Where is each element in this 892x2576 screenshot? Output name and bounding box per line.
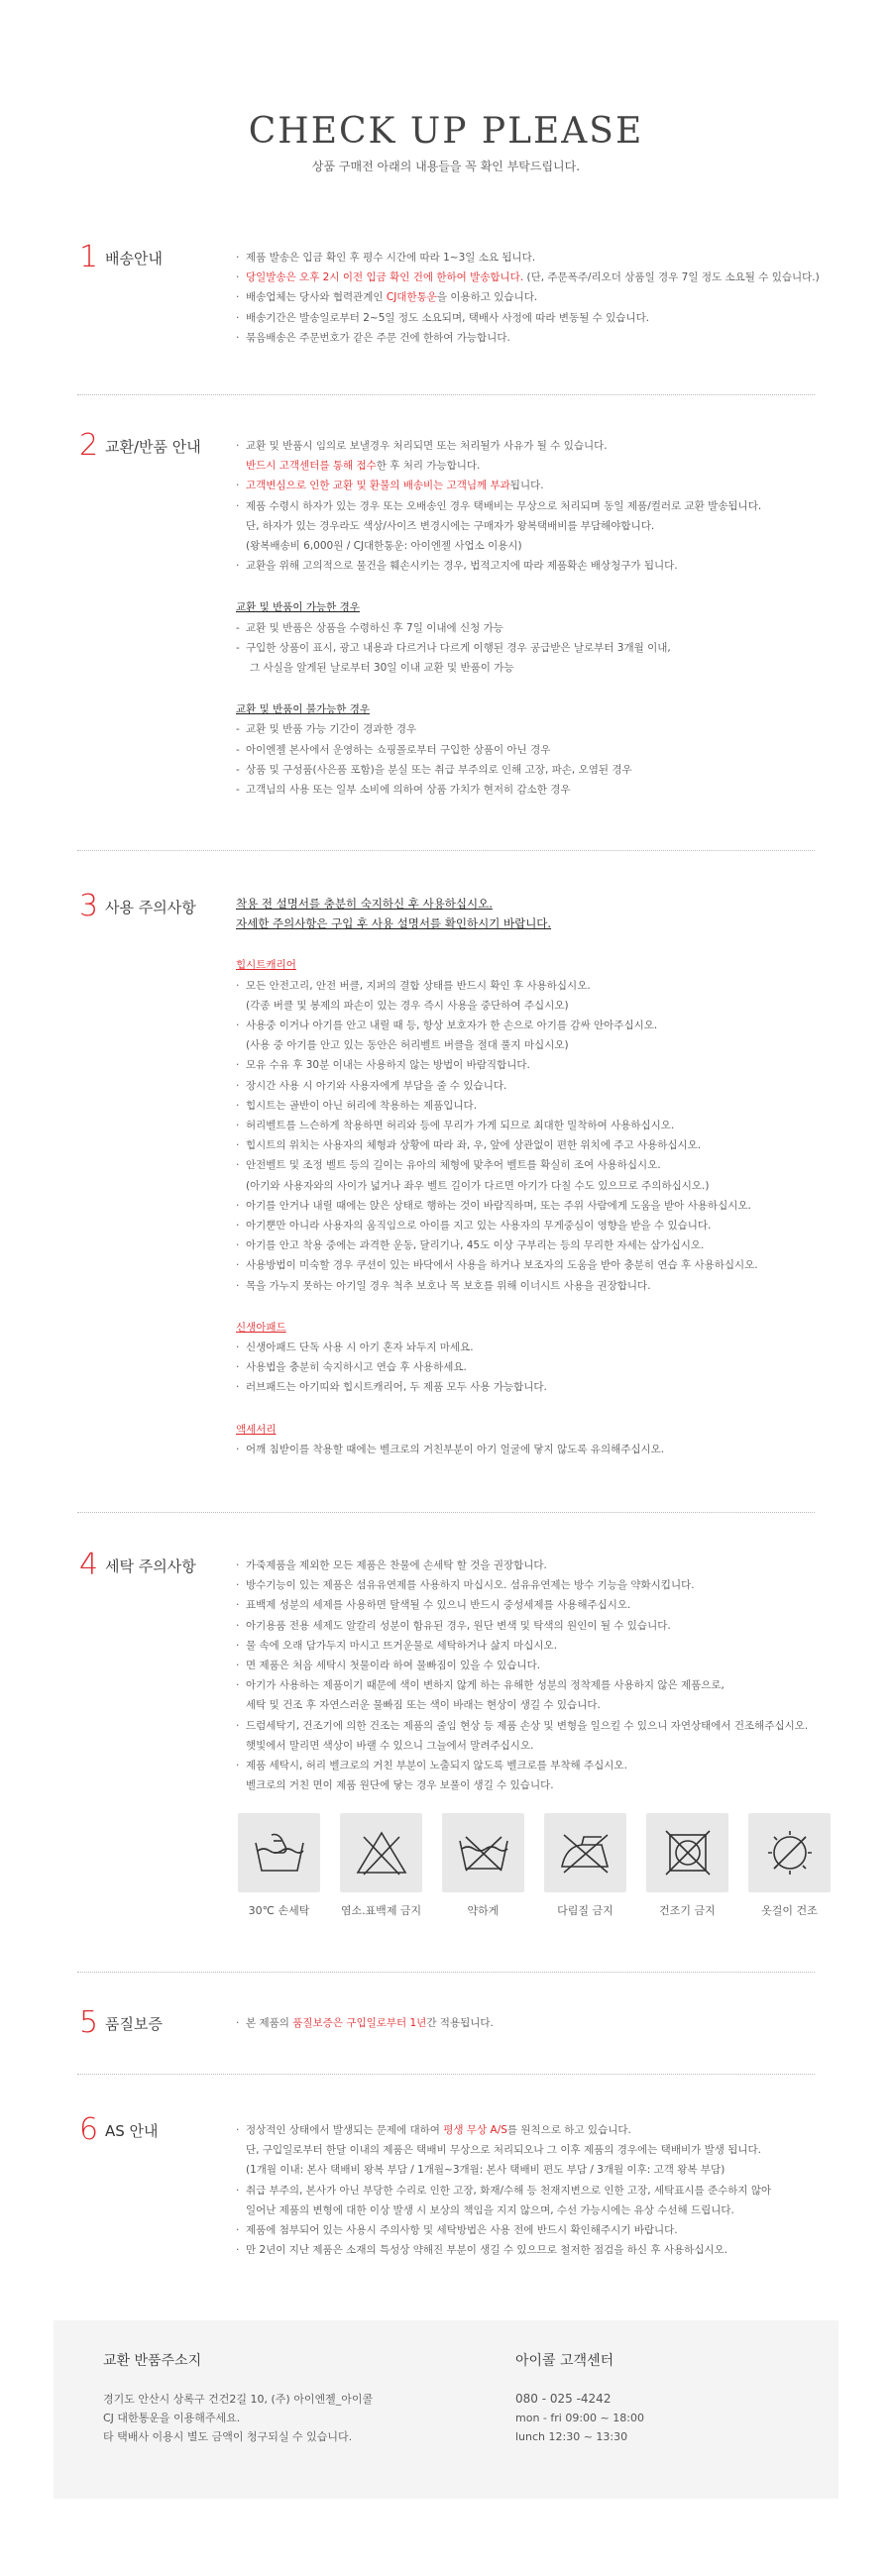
list-item: · 사용법을 충분히 숙지하시고 연습 후 사용하세요. bbox=[236, 1357, 850, 1377]
no-dryer-icon bbox=[646, 1813, 728, 1892]
list-item: · 러브패드는 아기띠와 힙시트캐리어, 두 제품 모두 사용 가능합니다. bbox=[236, 1377, 850, 1397]
list-item: · 당일발송은 오후 2시 이전 입금 확인 건에 한하여 발송합니다. (단, 주문폭주/리오더 상품일 경우 7일 정도 소요될 수 있습니다.) bbox=[236, 268, 850, 287]
section-number: 2 bbox=[79, 428, 99, 463]
wash-icon-label: 건조기 금지 bbox=[659, 1904, 716, 1917]
divider bbox=[77, 2074, 815, 2075]
section-content: · 가죽제품을 제외한 모든 제품은 찬물에 손세탁 할 것을 권장합니다. · 방수기능이 있는 제품은 섬유유연제를 사용하지 마십시오. 섬유유연제는 방수 기능을 약화시킵니다. · 표백제 성분의 세제를 사용하면 탈색될 수 있으니 반드시 중성세제를 사용해주십시오. · 아기용품 전용 세제도 알칼리 성분이 함유된 경우, 원단 변색 및 탁색의 원인이 될 수 있습니다. · 물 속에 오래 담가두지 마시고 뜨거운물로 세탁하거나 삶지 마십시오. · 면 제품은 처음 세탁시 첫물이라 하여 물빠짐이 있을 수 있습니다. · 아기가 사용하는 제품이기 때문에 색이 변하지 않게 하는 유해한 성분의 정착제를 사용하지 않은 제품으로, 세탁 및 건조 후 자연스러운 물빠짐 또는 색이 바래는 현상이 생길 수 있습니다. · 드럼세탁기, 건조기에 의한 건조는 제품의 줄임 현상 등 제품 손상 및 변형을 일으킬 수 있으니 자연상태에서 건조해주십시오. 햇빛에서 말리면 색상이 바랠 수 있으니 그늘에서 말려주십시오. · 제품 세탁시, 허리 벨크로의 거친 부분이 노출되지 않도록 벨크로를 부착해 주십시오. 벨크로의 거친 면이 제품 원단에 닿는 경우 보풀이 생길 수 있습니다. bbox=[236, 1556, 850, 1795]
no-bleach-icon bbox=[340, 1813, 422, 1892]
section-title: AS 안내 bbox=[105, 2122, 159, 2140]
page-header bbox=[0, 111, 892, 174]
list-item: · 아기가 사용하는 제품이기 때문에 색이 변하지 않게 하는 유해한 성분의 정착제를 사용하지 않은 제품으로, bbox=[236, 1675, 850, 1695]
return-address-line: CJ 대한통운을 이용해주세요. bbox=[103, 2412, 241, 2424]
wash-icon-label: 다림질 금지 bbox=[557, 1904, 613, 1917]
usage-intro: 자세한 주의사항은 구입 후 사용 설명서를 확인하시기 바랍니다. bbox=[236, 916, 552, 931]
no-iron-icon bbox=[544, 1813, 626, 1892]
list-item: - 교환 및 반품 가능 기간이 경과한 경우 bbox=[236, 719, 850, 739]
return-address-line: 경기도 안산시 상록구 건건2길 10, (주) 아이엔젤_아이콜 bbox=[103, 2393, 374, 2406]
list-item: · 제품 발송은 입금 확인 후 평수 시간에 따라 1~3일 소요 됩니다. bbox=[236, 248, 850, 268]
section-title: 사용 주의사항 bbox=[105, 899, 196, 916]
hipseat-heading: 힙시트캐리어 bbox=[236, 959, 296, 972]
list-item: · 물 속에 오래 담가두지 마시고 뜨거운물로 세탁하거나 삶지 마십시오. bbox=[236, 1636, 850, 1656]
section-number: 1 bbox=[79, 240, 99, 274]
wash-icon-card bbox=[238, 1813, 320, 1918]
wash-icon-label: 염소.표백제 금지 bbox=[340, 1904, 422, 1917]
wash-icon-card bbox=[340, 1813, 422, 1918]
customer-center-hours: mon - fri 09:00 ~ 18:00 bbox=[515, 2412, 644, 2424]
section-content bbox=[236, 248, 850, 348]
return-address-title: 교환 반품주소지 bbox=[103, 2353, 202, 2369]
section-title: 세탁 주의사항 bbox=[105, 1557, 196, 1575]
usage-intro: 착용 전 설명서를 충분히 숙지하신 후 사용하십시오. bbox=[236, 897, 493, 911]
list-item: · 힙시트의 위치는 사용자의 체형과 상황에 따라 좌, 우, 앞에 상관없이 편한 위치에 주고 사용하십시오. bbox=[236, 1135, 850, 1155]
list-item: · 면 제품은 처음 세탁시 첫물이라 하여 물빠짐이 있을 수 있습니다. bbox=[236, 1656, 850, 1675]
list-item: · 아기를 안거나 내릴 때에는 앉은 상태로 행하는 것이 바람직하며, 또는 주위 사람에게 도움을 받아 사용하십시오. bbox=[236, 1196, 850, 1216]
section-number: 5 bbox=[79, 2005, 99, 2040]
list-item: · 배송업체는 당사와 협력관계인 CJ대한통운을 이용하고 있습니다. bbox=[236, 287, 850, 307]
section-number: 3 bbox=[79, 889, 99, 923]
shade-dry-icon bbox=[748, 1813, 831, 1892]
wash-icon-card bbox=[442, 1813, 524, 1918]
wash-icon-card bbox=[544, 1813, 626, 1918]
return-address-line: 타 택배사 이용시 별도 금액이 청구되실 수 있습니다. bbox=[103, 2430, 353, 2443]
impossible-heading: 교환 및 반품이 불가능한 경우 bbox=[236, 703, 371, 716]
list-item: - 구입한 상품이 표시, 광고 내용과 다르거나 다르게 이행된 경우 공급받은 날로부터 3개월 이내, bbox=[236, 638, 850, 658]
section-number: 4 bbox=[79, 1548, 99, 1582]
customer-center bbox=[515, 2350, 644, 2446]
list-item: · 드럼세탁기, 건조기에 의한 건조는 제품의 줄임 현상 등 제품 손상 및 변형을 일으킬 수 있으니 자연상태에서 건조해주십시오. bbox=[236, 1716, 850, 1736]
list-item: · 만 2년이 지난 제품은 소재의 특성상 약해진 부분이 생길 수 있으므로 철저한 점검을 하신 후 사용하십시오. bbox=[236, 2240, 850, 2260]
list-item: · 묶음배송은 주문번호가 같은 주문 건에 한하여 가능합니다. bbox=[236, 328, 850, 348]
customer-center-title: 아이콜 고객센터 bbox=[515, 2353, 614, 2369]
wash-icons bbox=[238, 1813, 833, 1917]
list-item: · 본 제품의 품질보증은 구입일로부터 1년간 적용됩니다. bbox=[236, 2013, 850, 2033]
wash-icon-card bbox=[748, 1813, 831, 1918]
list-item: · 제품에 첨부되어 있는 사용시 주의사항 및 세탁방법은 사용 전에 반드시 확인해주시기 바랍니다. bbox=[236, 2220, 850, 2240]
list-item: · 안전벨트 및 조정 벨트 등의 길이는 유아의 체형에 맞추어 벨트를 확실히 조여 사용하십시오. bbox=[236, 1155, 850, 1175]
list-item: · 어깨 침받이를 착용할 때에는 벨크로의 거친부분이 아기 얼굴에 닿지 않도록 유의해주십시오. bbox=[236, 1440, 850, 1459]
list-item: · 힙시트는 골반이 아닌 허리에 착용하는 제품입니다. bbox=[236, 1096, 850, 1116]
return-address bbox=[103, 2350, 373, 2446]
divider bbox=[77, 394, 815, 395]
list-item: · 교환 및 반품시 임의로 보낼경우 처리되면 또는 처리될가 사유가 될 수 있습니다. bbox=[236, 436, 850, 456]
possible-heading: 교환 및 반품이 가능한 경우 bbox=[236, 601, 360, 614]
customer-center-phone: 080 - 025 -4242 bbox=[515, 2392, 612, 2406]
list-item: · 고객변심으로 인한 교환 및 환불의 배송비는 고객님께 부과됩니다. bbox=[236, 476, 850, 495]
list-item: · 가죽제품을 제외한 모든 제품은 찬물에 손세탁 할 것을 권장합니다. bbox=[236, 1556, 850, 1575]
section-content bbox=[236, 2013, 850, 2033]
divider bbox=[77, 850, 815, 851]
list-item: · 아기용품 전용 세제도 알칼리 성분이 함유된 경우, 원단 변색 및 탁색의 원인이 될 수 있습니다. bbox=[236, 1616, 850, 1636]
list-item: · 장시간 사용 시 아기와 사용자에게 부담을 줄 수 있습니다. bbox=[236, 1076, 850, 1096]
weak-wash-icon bbox=[442, 1813, 524, 1892]
divider bbox=[77, 1512, 815, 1513]
section-content: 착용 전 설명서를 충분히 숙지하신 후 사용하십시오. 자세한 주의사항은 구입 후 사용 설명서를 확인하시기 바랍니다. 힙시트캐리어 · 모든 안전고리, 안전 버클, 지퍼의 결합 상태를 반드시 확인 후 사용하십시오. (각종 버클 및 봉제의 파손이 있는 경우 즉시 사용을 중단하여 주십시오) · 사용중 이거나 아기를 안고 내릴 때 등, 항상 보호자가 한 손으로 아기를 감싸 안아주십시오. (사용 중 아기를 안고 있는 동안은 허리벨트 버클을 절대 풀지 마십시오) · 모유 수유 후 30분 이내는 사용하지 않는 방법이 바람직합니다. · 장시간 사용 시 아기와 사용자에게 부담을 줄 수 있습니다. · 힙시트는 골반이 아닌 허리에 착용하는 제품입니다. · 허리벨트를 느슨하게 착용하면 허리와 등에 무리가 가게 되므로 최대한 밀착하여 사용하십시오. · 힙시트의 위치는 사용자의 체형과 상황에 따라 좌, 우, 앞에 상관없이 편한 위치에 주고 사용하십시오. · 안전벨트 및 조정 벨트 등의 길이는 유아의 체형에 맞추어 벨트를 확실히 조여 사용하십시오. (아기와 사용자와의 사이가 넓거나 좌우 벨트 길이가 다르면 아기가 다칠 수도 있으므로 주의하십시오.) · 아기를 안거나 내릴 때에는 앉은 상태로 행하는 것이 바람직하며, 또는 주위 사람에게 도움을 받아 사용하십시오. · 아기뿐만 아니라 사용자의 움직임으로 아이를 지고 있는 사용자의 무게중심이 영향을 받을 수 있습니다. · 아기를 안고 착용 중에는 과격한 운동, 달리기나, 45도 이상 구부리는 등의 무리한 자세는 삼가십시오. · 사용방법이 미숙할 경우 쿠션이 있는 바닥에서 사용을 하거나 보조자의 도움을 받아 충분히 연습 후 사용하십시오. · 목을 가누지 못하는 아기일 경우 척추 보호나 목 보호를 위해 이너시트 사용을 권장합니다. 신생아패드 · 신생아패드 단독 사용 시 아기 혼자 놔두지 마세요. · 사용법을 충분히 숙지하시고 연습 후 사용하세요. · 러브패드는 아기띠와 힙시트캐리어, 두 제품 모두 사용 가능합니다. 액세서리 · 어깨 침받이를 착용할 때에는 벨크로의 거친부분이 아기 얼굴에 닿지 않도록 유의해주십시오. bbox=[236, 894, 850, 1459]
list-item: - 고객님의 사용 또는 일부 소비에 의하여 상품 가치가 현저히 감소한 경우 bbox=[236, 780, 850, 800]
wash-icon-label: 옷걸이 건조 bbox=[761, 1904, 818, 1917]
section-title: 품질보증 bbox=[105, 2015, 163, 2033]
accessory-heading: 액세서리 bbox=[236, 1423, 277, 1436]
wash-icon-label: 30℃ 손세탁 bbox=[248, 1904, 310, 1917]
section-number: 6 bbox=[79, 2112, 99, 2147]
page-title: CHECK UP PLEASE bbox=[248, 111, 644, 152]
page-subtitle: 상품 구매전 아래의 내용들을 꼭 확인 부탁드립니다. bbox=[311, 160, 581, 173]
section-title: 교환/반품 안내 bbox=[105, 438, 201, 456]
list-item: · 제품 수령시 하자가 있는 경우 또는 오배송인 경우 택배비는 무상으로 처리되며 동일 제품/컬러로 교환 발송됩니다. bbox=[236, 496, 850, 516]
list-item: · 모유 수유 후 30분 이내는 사용하지 않는 방법이 바람직합니다. bbox=[236, 1055, 850, 1075]
footer-info-box bbox=[54, 2320, 838, 2499]
section-title: 배송안내 bbox=[105, 250, 163, 268]
divider bbox=[77, 1972, 815, 1973]
list-item: · 제품 세탁시, 허리 벨크로의 거친 부분이 노출되지 않도록 벨크로를 부착해 주십시오. bbox=[236, 1756, 850, 1775]
list-item: · 사용중 이거나 아기를 안고 내릴 때 등, 항상 보호자가 한 손으로 아기를 감싸 안아주십시오. bbox=[236, 1016, 850, 1035]
list-item: · 정상적인 상태에서 발생되는 문제에 대하여 평생 무상 A/S를 원칙으로 하고 있습니다. bbox=[236, 2120, 850, 2140]
customer-center-lunch: lunch 12:30 ~ 13:30 bbox=[515, 2430, 628, 2443]
list-item: · 모든 안전고리, 안전 버클, 지퍼의 결합 상태를 반드시 확인 후 사용하십시오. bbox=[236, 976, 850, 996]
list-item: · 아기를 안고 착용 중에는 과격한 운동, 달리기나, 45도 이상 구부리는 등의 무리한 자세는 삼가십시오. bbox=[236, 1235, 850, 1255]
list-item: · 교환을 위해 고의적으로 물건을 훼손시키는 경우, 법적고지에 따라 제품확손 배상청구가 됩니다. bbox=[236, 556, 850, 576]
list-item: · 목을 가누지 못하는 아기일 경우 척추 보호나 목 보호를 위해 이너시트 사용을 권장합니다. bbox=[236, 1276, 850, 1296]
list-item: - 교환 및 반품은 상품을 수령하신 후 7일 이내에 신청 가능 bbox=[236, 618, 850, 638]
list-item: - 상품 및 구성품(사은품 포함)을 분실 또는 취급 부주의로 인해 고장, 파손, 오염된 경우 bbox=[236, 760, 850, 780]
list-item: · 사용방법이 미숙할 경우 쿠션이 있는 바닥에서 사용을 하거나 보조자의 도움을 받아 충분히 연습 후 사용하십시오. bbox=[236, 1255, 850, 1275]
newborn-pad-heading: 신생아패드 bbox=[236, 1321, 286, 1334]
list-item: · 아기뿐만 아니라 사용자의 움직임으로 아이를 지고 있는 사용자의 무게중심이 영향을 받을 수 있습니다. bbox=[236, 1216, 850, 1235]
section-content: · 교환 및 반품시 임의로 보낼경우 처리되면 또는 처리될가 사유가 될 수 있습니다. 반드시 고객센터를 통해 접수한 후 처리 가능합니다. · 고객변심으로 인한 교환 및 환불의 배송비는 고객님께 부과됩니다. · 제품 수령시 하자가 있는 경우 또는 오배송인 경우 택배비는 무상으로 처리되며 동일 제품/컬러로 교환 발송됩니다. 단, 하자가 있는 경우라도 색상/사이즈 변경시에는 구매자가 왕복택배비를 부담해야합니다. (왕복배송비 6,000원 / CJ대한통운: 아이엔젤 사업소 이용시) · 교환을 위해 고의적으로 물건을 훼손시키는 경우, 법적고지에 따라 제품확손 배상청구가 됩니다. 교환 및 반품이 가능한 경우 - 교환 및 반품은 상품을 수령하신 후 7일 이내에 신청 가능 - 구입한 상품이 표시, 광고 내용과 다르거나 다르게 이행된 경우 공급받은 날로부터 3개월 이내, 그 사실을 알게된 날로부터 30일 이내 교환 및 반품이 가능 교환 및 반품이 불가능한 경우 - 교환 및 반품 가능 기간이 경과한 경우 - 아이엔젤 본사에서 운영하는 쇼핑몰로부터 구입한 상품이 아닌 경우 - 상품 및 구성품(사은품 포함)을 분실 또는 취급 부주의로 인해 고장, 파손, 오염된 경우 - 고객님의 사용 또는 일부 소비에 의하여 상품 가치가 현저히 감소한 경우 bbox=[236, 436, 850, 800]
list-item: · 방수기능이 있는 제품은 섬유유연제를 사용하지 마십시오. 섬유유연제는 방수 기능을 약화시킵니다. bbox=[236, 1575, 850, 1595]
section-content: · 정상적인 상태에서 발생되는 문제에 대하여 평생 무상 A/S를 원칙으로 하고 있습니다. 단, 구입일로부터 한달 이내의 제품은 택배비 무상으로 처리되오나 그 이후 제품의 경우에는 택배비가 발생 됩니다. (1개월 이내: 본사 택배비 왕복 부담 / 1개월~3개월: 본사 택배비 편도 부담 / 3개월 이후: 고객 왕복 부담) · 취급 부주의, 본사가 아닌 부당한 수리로 인한 고장, 화재/수해 등 천재지변으로 인한 고장, 세탁표시를 준수하지 않아 일어난 제품의 변형에 대한 이상 발생 시 보상의 책임을 지지 않으며, 수선 가능시에는 유상 수선해 드립니다. · 제품에 첨부되어 있는 사용시 주의사항 및 세탁방법은 사용 전에 반드시 확인해주시기 바랍니다. · 만 2년이 지난 제품은 소재의 특성상 약해진 부분이 생길 수 있으므로 철저한 점검을 하신 후 사용하십시오. bbox=[236, 2120, 850, 2260]
list-item: - 아이엔젤 본사에서 운영하는 쇼핑몰로부터 구입한 상품이 아닌 경우 bbox=[236, 740, 850, 760]
list-item: · 취급 부주의, 본사가 아닌 부당한 수리로 인한 고장, 화재/수해 등 천재지변으로 인한 고장, 세탁표시를 준수하지 않아 bbox=[236, 2181, 850, 2200]
wash-icon-label: 약하게 bbox=[467, 1904, 500, 1917]
hand-wash-icon bbox=[238, 1813, 320, 1892]
list-item: · 배송기간은 발송일로부터 2~5일 정도 소요되며, 택배사 사정에 따라 변동될 수 있습니다. bbox=[236, 308, 850, 328]
wash-icon-card bbox=[646, 1813, 728, 1918]
list-item: · 표백제 성분의 세제를 사용하면 탈색될 수 있으니 반드시 중성세제를 사용해주십시오. bbox=[236, 1595, 850, 1615]
list-item: · 허리벨트를 느슨하게 착용하면 허리와 등에 무리가 가게 되므로 최대한 밀착하여 사용하십시오. bbox=[236, 1116, 850, 1135]
list-item: · 신생아패드 단독 사용 시 아기 혼자 놔두지 마세요. bbox=[236, 1338, 850, 1357]
